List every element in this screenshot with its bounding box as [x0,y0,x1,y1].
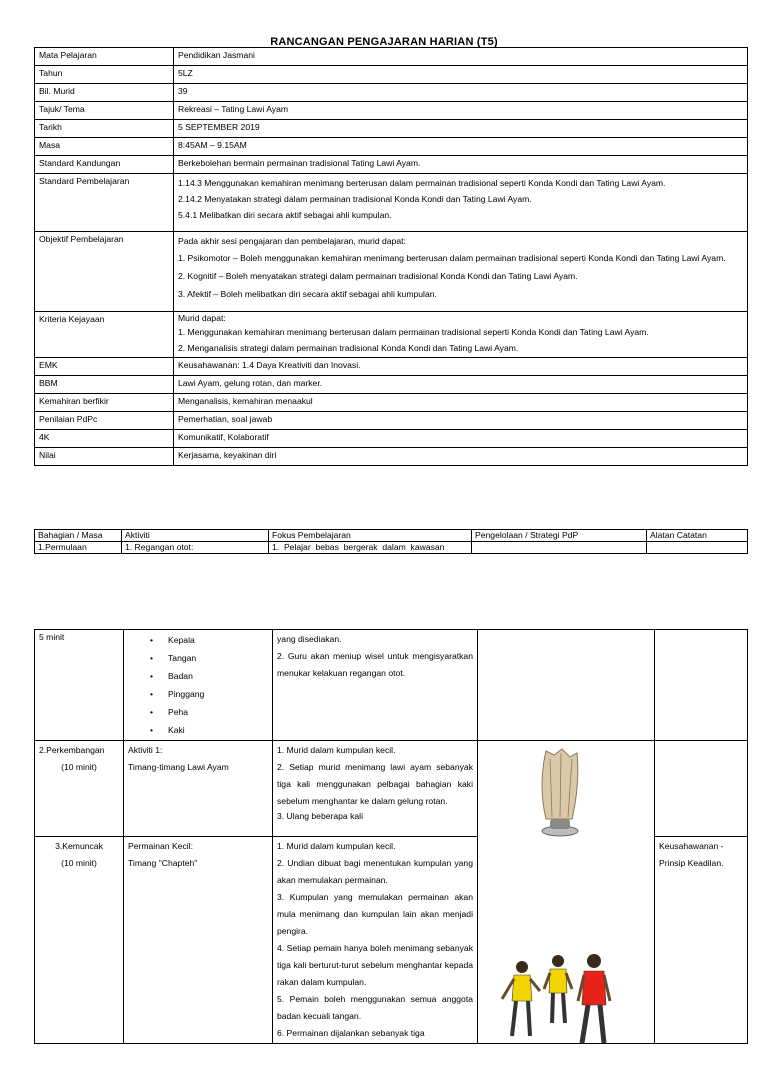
value-sp [174,174,748,232]
label-time: Masa [35,138,174,156]
criteria-item: 2. Menganalisis strategi dalam permainan tradisional Konda Kondi dan Tating Lawi Ayam. [178,343,519,353]
permulaan-activity: 1. Regangan otot: [122,542,269,554]
permulaan-section: 1.Permulaan [35,542,122,554]
permulaan-strategy [472,542,647,554]
activity-label: Aktiviti 1: [128,745,163,755]
objective-intro: Pada akhir sesi pengajaran dan pembelajaran, murid dapat: [178,236,406,246]
meta-row-bbm [35,376,748,394]
value-assessment: Pemerhatian, soal jawab [174,412,748,430]
meta-row-emk [35,358,748,376]
value-date: 5 SEPTEMBER 2019 [174,120,748,138]
meta-row-time [35,138,748,156]
objective-item: 1. Psikomotor – Boleh menggunakan kemahiran menimang berterusan dalam permainan tradisional seperti Konda Kondi dan Tating Lawi Ayam. [178,253,726,263]
sp-item: 2.14.2 Menyatakan strategi dalam permainan tradisional Konda Kondi dan Tating Lawi Ayam. [178,194,532,204]
cont-notes [655,630,748,741]
criteria-intro: Murid dapat: [178,313,226,323]
cont-strategy [478,630,655,741]
label-values: Nilai [35,448,174,466]
meta-row-assessment [35,412,748,430]
permulaan-notes [647,542,748,554]
strategy-illustrations [478,741,655,1044]
header-section: Bahagian / Masa [35,530,122,542]
meta-row-thinking [35,394,748,412]
cont-activity [124,630,273,741]
section-time: (10 minit) [61,858,97,868]
cont-section: 5 minit [35,630,124,741]
list-item: • Peha [150,703,268,721]
value-thinking: Menganalisis, kemahiran menaakul [174,394,748,412]
activity-label: Permainan Kecil: [128,841,193,851]
label-assessment: Penilaian PdPc [35,412,174,430]
stretch-list [128,631,268,739]
meta-row-theme [35,102,748,120]
row-perkembangan [35,741,748,837]
header-focus: Fokus Pembelajaran [269,530,472,542]
label-criteria: Kriteria Kejayaan [35,312,174,358]
value-bbm: Lawi Ayam, gelung rotan, dan marker. [174,376,748,394]
focus-line: 4. Setiap pemain hanya boleh menimang sebanyak tiga kali berturut-turut sebelum menghantar kepada rakan dalam kumpulan. [277,943,473,987]
focus-line: 3. Ulang beberapa kali [277,811,363,821]
kemuncak-notes [655,837,748,1044]
activity-name: Timang "Chapteh" [128,858,198,868]
meta-row-date [35,120,748,138]
label-objective: Objektif Pembelajaran [35,232,174,312]
row-permulaan [35,542,748,554]
activity-name: Timang-timang Lawi Ayam [128,762,229,772]
perkembangan-focus [273,741,478,837]
label-bbm: BBM [35,376,174,394]
activity-header-row [35,530,748,542]
focus-line: 2. Undian dibuat bagi menentukan kumpulan yang akan memulakan permainan. [277,858,473,885]
list-item: • Pinggang [150,685,268,703]
value-4k: Komunikatif, Kolaboratif [174,430,748,448]
value-time: 8:45AM – 9.15AM [174,138,748,156]
shuttlecock-icon [482,745,642,935]
value-emk: Keusahawanan: 1.4 Daya Kreativiti dan Inovasi. [174,358,748,376]
perkembangan-section [35,741,124,837]
label-date: Tarikh [35,120,174,138]
list-item: • Kaki [150,721,268,739]
meta-row-students [35,84,748,102]
value-criteria [174,312,748,358]
label-theme: Tajuk/ Tema [35,102,174,120]
list-item: • Kepala [150,631,268,649]
activity-table-header [34,529,748,554]
label-sp: Standard Pembelajaran [35,174,174,232]
meta-row-objective [35,232,748,312]
section-name: 2.Perkembangan [39,745,105,755]
perkembangan-notes [655,741,748,837]
focus-line: 2. Setiap murid menimang lawi ayam sebanyak tiga kali menggunakan pelbagai bahagian kaki sebelum menghantar ke dalam gelung rotan. [277,762,473,806]
criteria-item: 1. Menggunakan kemahiran menimang berterusan dalam permainan tradisional seperti Konda Kondi dan Tating Lawi Ayam. [178,327,649,337]
value-objective [174,232,748,312]
meta-row-year [35,66,748,84]
value-values: Kerjasama, keyakinan diri [174,448,748,466]
label-sk: Standard Kandungan [35,156,174,174]
kemuncak-focus [273,837,478,1044]
page-title: RANCANGAN PENGAJARAN HARIAN (T5) [270,36,498,48]
label-subject: Mata Pelajaran [35,48,174,66]
label-thinking: Kemahiran berfikir [35,394,174,412]
meta-row-values [35,448,748,466]
sp-item: 1.14.3 Menggunakan kemahiran menimang berterusan dalam permainan tradisional seperti Konda Kondi dan Tating Lawi Ayam. [178,178,666,188]
focus-line: 6. Permainan dijalankan sebanyak tiga [277,1028,425,1038]
header-strategy: Pengelolaan / Strategi PdP [472,530,647,542]
section-time: (10 minit) [61,762,97,772]
objective-item: 3. Afektif – Boleh melibatkan diri secara aktif sebagai ahli kumpulan. [178,289,437,299]
value-subject: Pendidikan Jasmani [174,48,748,66]
list-item: • Badan [150,667,268,685]
focus-line: 3. Kumpulan yang memulakan permainan akan mula menimang dan kumpulan lain akan menjadi pengira. [277,892,473,936]
notes-line: Prinsip Keadilan. [659,858,724,868]
meta-table [34,47,748,466]
players-illustration [482,941,642,1071]
value-year: 5LZ [174,66,748,84]
focus-line: 1. Murid dalam kumpulan kecil. [277,841,396,851]
label-4k: 4K [35,430,174,448]
perkembangan-activity [124,741,273,837]
header-activity: Aktiviti [122,530,269,542]
cont-focus [273,630,478,741]
row-permulaan-cont [35,630,748,741]
kemuncak-activity [124,837,273,1044]
meta-row-sk [35,156,748,174]
meta-row-subject [35,48,748,66]
focus-line: 1. Murid dalam kumpulan kecil. [277,745,396,755]
label-year: Tahun [35,66,174,84]
section-name: 3.Kemuncak [55,841,103,851]
permulaan-focus: 1. Pelajar bebas bergerak dalam kawasan [269,542,472,554]
value-students: 39 [174,84,748,102]
meta-row-criteria [35,312,748,358]
activity-table-body [34,629,748,1044]
objective-item: 2. Kognitif – Boleh menyatakan strategi dalam permainan tradisional Konda Kondi dan Tating Lawi Ayam. [178,271,578,281]
notes-line: Keusahawanan - [659,841,724,851]
kemuncak-section [35,837,124,1044]
meta-row-4k [35,430,748,448]
focus-line: 2. Guru akan meniup wisel untuk mengisyaratkan menukar kelakuan regangan otot. [277,651,473,678]
label-students: Bil. Murid [35,84,174,102]
focus-line: yang disediakan. [277,634,342,644]
list-item: • Tangan [150,649,268,667]
value-sk: Berkebolehan bermain permainan tradisional Tating Lawi Ayam. [174,156,748,174]
value-theme: Rekreasi – Tating Lawi Ayam [174,102,748,120]
label-emk: EMK [35,358,174,376]
meta-row-sp [35,174,748,232]
header-notes: Alatan Catatan [647,530,748,542]
focus-line: 5. Pemain boleh menggunakan semua anggota badan kecuali tangan. [277,994,473,1021]
sp-item: 5.4.1 Melibatkan diri secara aktif sebagai ahli kumpulan. [178,210,392,220]
